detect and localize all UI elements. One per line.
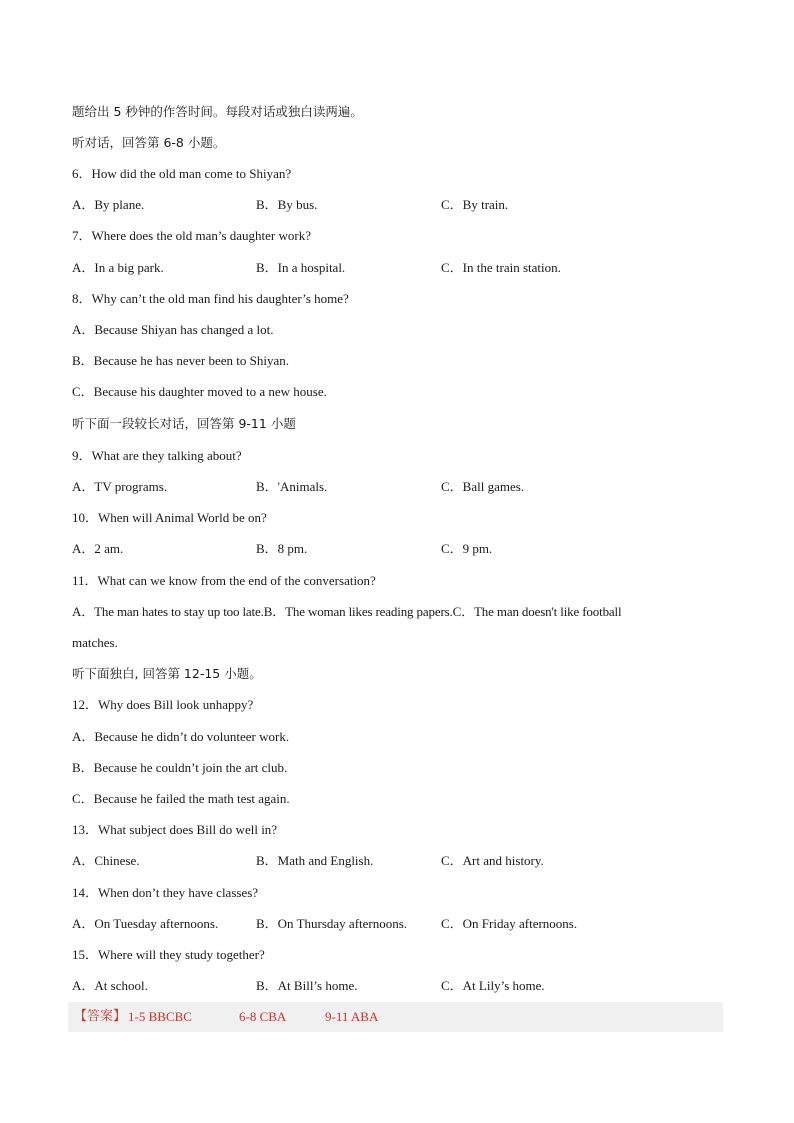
options-row-11-continued: matches.: [72, 635, 118, 650]
option-b: B．'Animals.: [256, 479, 328, 494]
section-heading: 听对话，回答第 6-8 小题。: [72, 135, 226, 150]
option-a: A．Because Shiyan has changed a lot.: [72, 322, 274, 337]
instruction-text: 题给出 5 秒钟的作答时间。每段对话或独白读两遍。: [72, 104, 363, 119]
question-7: 7．Where does the old man’s daughter work?: [72, 228, 311, 243]
option-b: B．In a hospital.: [256, 260, 346, 275]
option-a: A．In a big park.: [72, 260, 164, 275]
question-15: 15．Where will they study together?: [72, 947, 265, 962]
option-a: A．By plane.: [72, 197, 145, 212]
question-10: 10．When will Animal World be on?: [72, 510, 267, 525]
option-c: C．9 pm.: [441, 541, 493, 556]
option-c: C．Because his daughter moved to a new house.: [72, 384, 327, 399]
option-b: B．Because he has never been to Shiyan.: [72, 353, 289, 368]
options-row-11: A．The man hates to stay up too late.B．The woman likes reading papers.C．The man doesn't like football: [72, 604, 622, 619]
answer-part-1: 1-5 BBCBC: [128, 1009, 192, 1024]
option-b: B．At Bill’s home.: [256, 978, 358, 993]
question-13: 13．What subject does Bill do well in?: [72, 822, 278, 837]
question-14: 14．When don’t they have classes?: [72, 885, 259, 900]
option-c: C．Because he failed the math test again.: [72, 791, 290, 806]
option-c: C．At Lily’s home.: [441, 978, 545, 993]
option-b: B．Because he couldn’t join the art club.: [72, 760, 288, 775]
answer-key-bar: [68, 1002, 723, 1032]
option-a: A．Because he didn’t do volunteer work.: [72, 729, 290, 744]
question-12: 12．Why does Bill look unhappy?: [72, 697, 254, 712]
question-11: 11．What can we know from the end of the conversation?: [72, 573, 376, 588]
option-b: B．Math and English.: [256, 853, 374, 868]
answer-label: 【答案】: [74, 1009, 127, 1024]
option-a: A．TV programs.: [72, 479, 168, 494]
option-c: C．On Friday afternoons.: [441, 916, 578, 931]
option-c: C．Ball games.: [441, 479, 525, 494]
section-heading: 听下面独白, 回答第 12-15 小题。: [72, 666, 262, 681]
option-c: C．In the train station.: [441, 260, 561, 275]
question-8: 8．Why can’t the old man find his daughter’s home?: [72, 291, 349, 306]
option-a: A．On Tuesday afternoons.: [72, 916, 219, 931]
answer-part-3: 9-11 ABA: [325, 1009, 379, 1024]
answer-part-2: 6-8 CBA: [239, 1009, 287, 1024]
section-heading: 听下面一段较长对话，回答第 9-11 小题: [72, 416, 296, 431]
option-b: B．By bus.: [256, 197, 318, 212]
option-b: B．8 pm.: [256, 541, 308, 556]
option-a: A．Chinese.: [72, 853, 140, 868]
option-b: B．On Thursday afternoons.: [256, 916, 408, 931]
option-c: C．Art and history.: [441, 853, 544, 868]
question-6: 6．How did the old man come to Shiyan?: [72, 166, 292, 181]
question-9: 9．What are they talking about?: [72, 448, 242, 463]
option-c: C．By train.: [441, 197, 509, 212]
option-a: A．At school.: [72, 978, 148, 993]
option-a: A．2 am.: [72, 541, 124, 556]
